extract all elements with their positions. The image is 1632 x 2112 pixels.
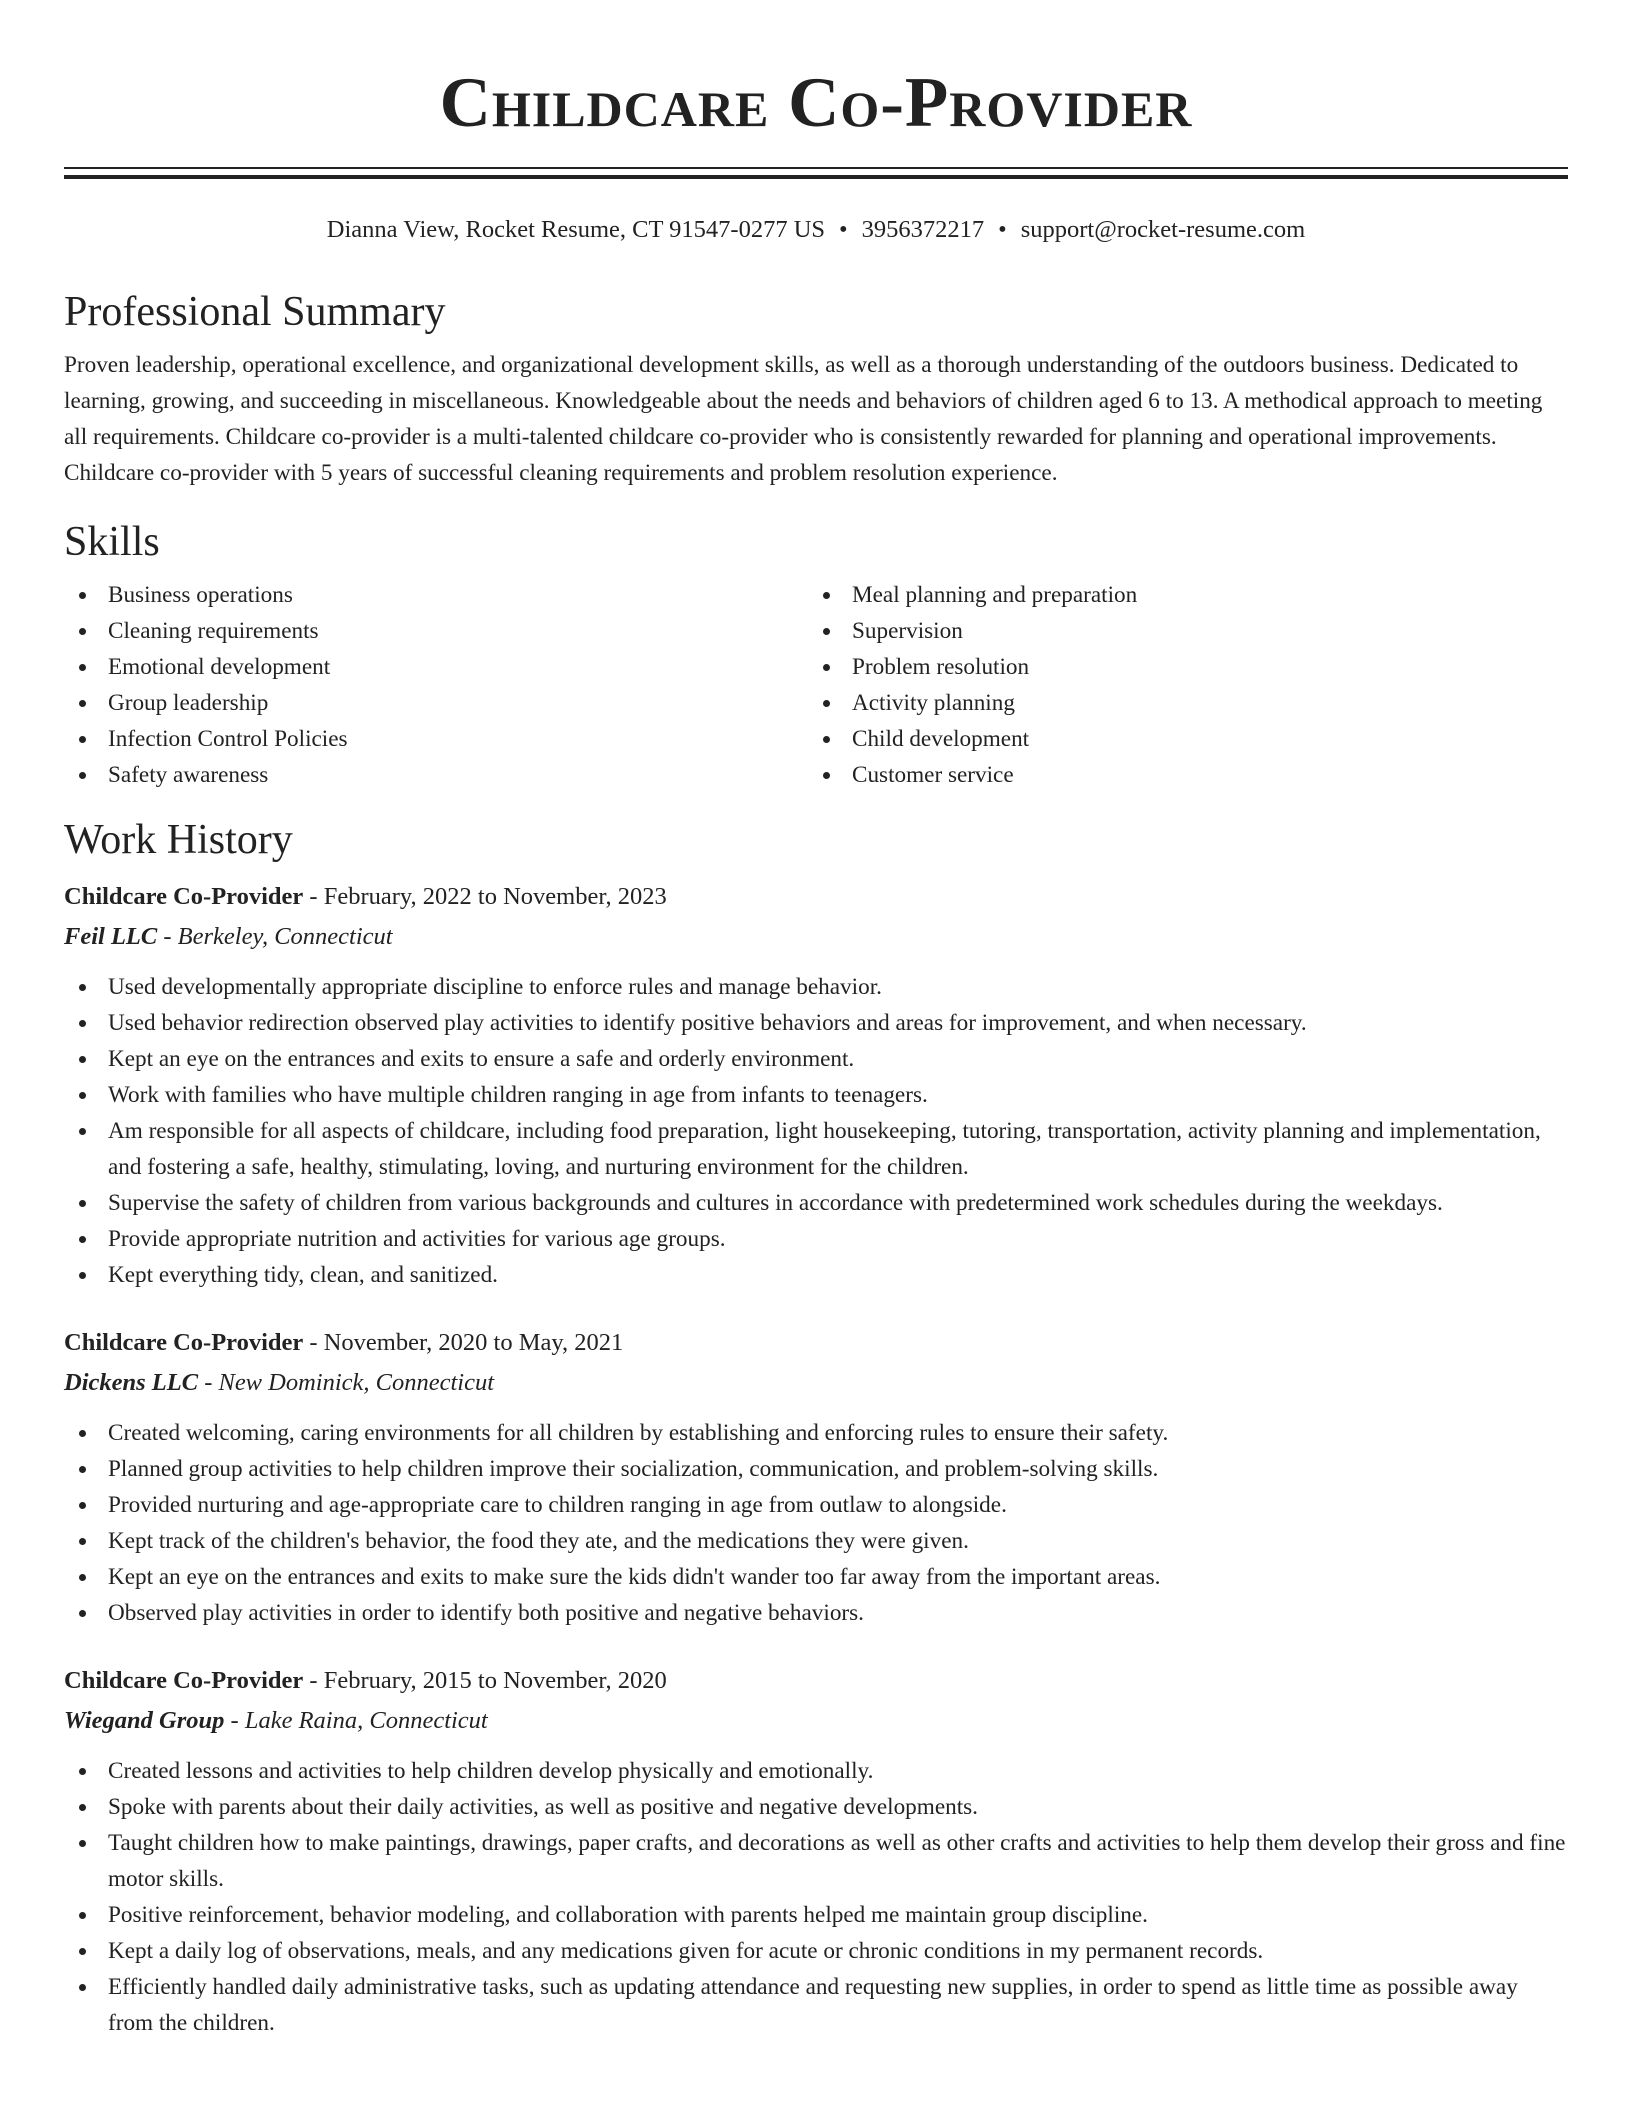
- duty-item: Provide appropriate nutrition and activities for various age groups.: [64, 1221, 1568, 1257]
- skill-item: Problem resolution: [808, 649, 1552, 685]
- job-duties: [64, 969, 1568, 1293]
- skill-item: Child development: [808, 721, 1552, 757]
- duty-item: Planned group activities to help children improve their socialization, communication, and problem-solving skills.: [64, 1451, 1568, 1487]
- skill-item: Group leadership: [64, 685, 808, 721]
- job-title-line: [64, 1663, 1568, 1699]
- job-title-line: [64, 879, 1568, 915]
- skill-item: Business operations: [64, 577, 808, 613]
- job-entry: [64, 879, 1568, 1293]
- duty-item: Supervise the safety of children from various backgrounds and cultures in accordance with predetermined work schedules during the weekdays.: [64, 1185, 1568, 1221]
- job-dates: - November, 2020 to May, 2021: [303, 1329, 624, 1356]
- job-location: - New Dominick, Connecticut: [198, 1369, 495, 1396]
- duty-item: Spoke with parents about their daily activities, as well as positive and negative developments.: [64, 1789, 1568, 1825]
- contact-separator: •: [839, 216, 848, 243]
- contact-phone: 3956372217: [861, 216, 985, 243]
- duty-item: Kept an eye on the entrances and exits to ensure a safe and orderly environment.: [64, 1041, 1568, 1077]
- job-title: Childcare Co-Provider: [64, 1329, 304, 1356]
- resume-page: [64, 0, 1568, 2041]
- contact-email: support@rocket-resume.com: [1020, 216, 1306, 243]
- summary-text: Proven leadership, operational excellence, and organizational development skills, as well as a thorough understanding of the outdoors business. Dedicated to learning, growing, and succeeding in miscellaneous. Knowledgeable about the needs and behaviors of children aged 6 to 13. A methodical approach to meeting all requirements. Childcare co-provider is a multi-talented childcare co-provider who is consistently rewarded for planning and operational improvements. Childcare co-provider with 5 years of successful cleaning requirements and problem resolution experience.: [64, 352, 1543, 486]
- job-location: - Lake Raina, Connecticut: [224, 1707, 488, 1734]
- duty-item: Kept an eye on the entrances and exits to make sure the kids didn't wander too far away from the important areas.: [64, 1559, 1568, 1595]
- duty-item: Am responsible for all aspects of childcare, including food preparation, light housekeeping, tutoring, transportation, activity planning and implementation, and fostering a safe, healthy, stimulating, loving, and nurturing environment for the children.: [64, 1113, 1568, 1185]
- job-title: Childcare Co-Provider: [64, 883, 304, 910]
- job-dates: - February, 2022 to November, 2023: [303, 883, 667, 910]
- duty-item: Kept track of the children's behavior, the food they ate, and the medications they were given.: [64, 1523, 1568, 1559]
- skill-item: Emotional development: [64, 649, 808, 685]
- duty-item: Work with families who have multiple children ranging in age from infants to teenagers.: [64, 1077, 1568, 1113]
- duty-item: Taught children how to make paintings, drawings, paper crafts, and decorations as well as other crafts and activities to help them develop their gross and fine motor skills.: [64, 1825, 1568, 1897]
- job-entry: [64, 1663, 1568, 2041]
- skill-item: Meal planning and preparation: [808, 577, 1552, 613]
- job-dates: - February, 2015 to November, 2020: [303, 1667, 667, 1694]
- job-company: Wiegand Group: [64, 1707, 225, 1734]
- summary-heading: Professional Summary: [64, 289, 446, 335]
- header-divider-thin: [64, 167, 1568, 169]
- contact-line: [64, 215, 1568, 245]
- job-title: Childcare Co-Provider: [64, 1667, 304, 1694]
- skills-list-right: [808, 577, 1552, 793]
- job-company: Feil LLC: [64, 923, 158, 950]
- job-company-line: [64, 919, 1568, 955]
- duty-item: Positive reinforcement, behavior modeling, and collaboration with parents helped me maintain group discipline.: [64, 1897, 1568, 1933]
- duty-item: Kept a daily log of observations, meals, and any medications given for acute or chronic conditions in my permanent records.: [64, 1933, 1568, 1969]
- duty-item: Used developmentally appropriate discipline to enforce rules and manage behavior.: [64, 969, 1568, 1005]
- skills-columns: [64, 577, 1568, 793]
- duty-item: Kept everything tidy, clean, and sanitized.: [64, 1257, 1568, 1293]
- job-duties: [64, 1753, 1568, 2041]
- job-entry: [64, 1325, 1568, 1631]
- duty-item: Created lessons and activities to help children develop physically and emotionally.: [64, 1753, 1568, 1789]
- skill-item: Customer service: [808, 757, 1552, 793]
- job-location: - Berkeley, Connecticut: [157, 923, 393, 950]
- contact-address: Dianna View, Rocket Resume, CT 91547-0277 US: [326, 216, 826, 243]
- job-company-line: [64, 1365, 1568, 1401]
- work-history-heading: Work History: [64, 817, 293, 863]
- job-duties: [64, 1415, 1568, 1631]
- skill-item: Safety awareness: [64, 757, 808, 793]
- job-title-line: [64, 1325, 1568, 1361]
- header-divider-thick: [64, 175, 1568, 179]
- skill-item: Cleaning requirements: [64, 613, 808, 649]
- skill-item: Supervision: [808, 613, 1552, 649]
- skill-item: Activity planning: [808, 685, 1552, 721]
- job-company: Dickens LLC: [64, 1369, 199, 1396]
- skill-item: Infection Control Policies: [64, 721, 808, 757]
- contact-separator: •: [998, 216, 1007, 243]
- skills-list-left: [64, 577, 808, 793]
- skills-heading: Skills: [64, 519, 160, 565]
- duty-item: Created welcoming, caring environments for all children by establishing and enforcing rules to ensure their safety.: [64, 1415, 1568, 1451]
- job-company-line: [64, 1703, 1568, 1739]
- duty-item: Provided nurturing and age-appropriate care to children ranging in age from outlaw to alongside.: [64, 1487, 1568, 1523]
- duty-item: Efficiently handled daily administrative tasks, such as updating attendance and requesting new supplies, in order to spend as little time as possible away from the children.: [64, 1969, 1568, 2041]
- duty-item: Used behavior redirection observed play activities to identify positive behaviors and areas for improvement, and when necessary.: [64, 1005, 1568, 1041]
- duty-item: Observed play activities in order to identify both positive and negative behaviors.: [64, 1595, 1568, 1631]
- resume-title: Childcare Co-Provider: [439, 64, 1193, 142]
